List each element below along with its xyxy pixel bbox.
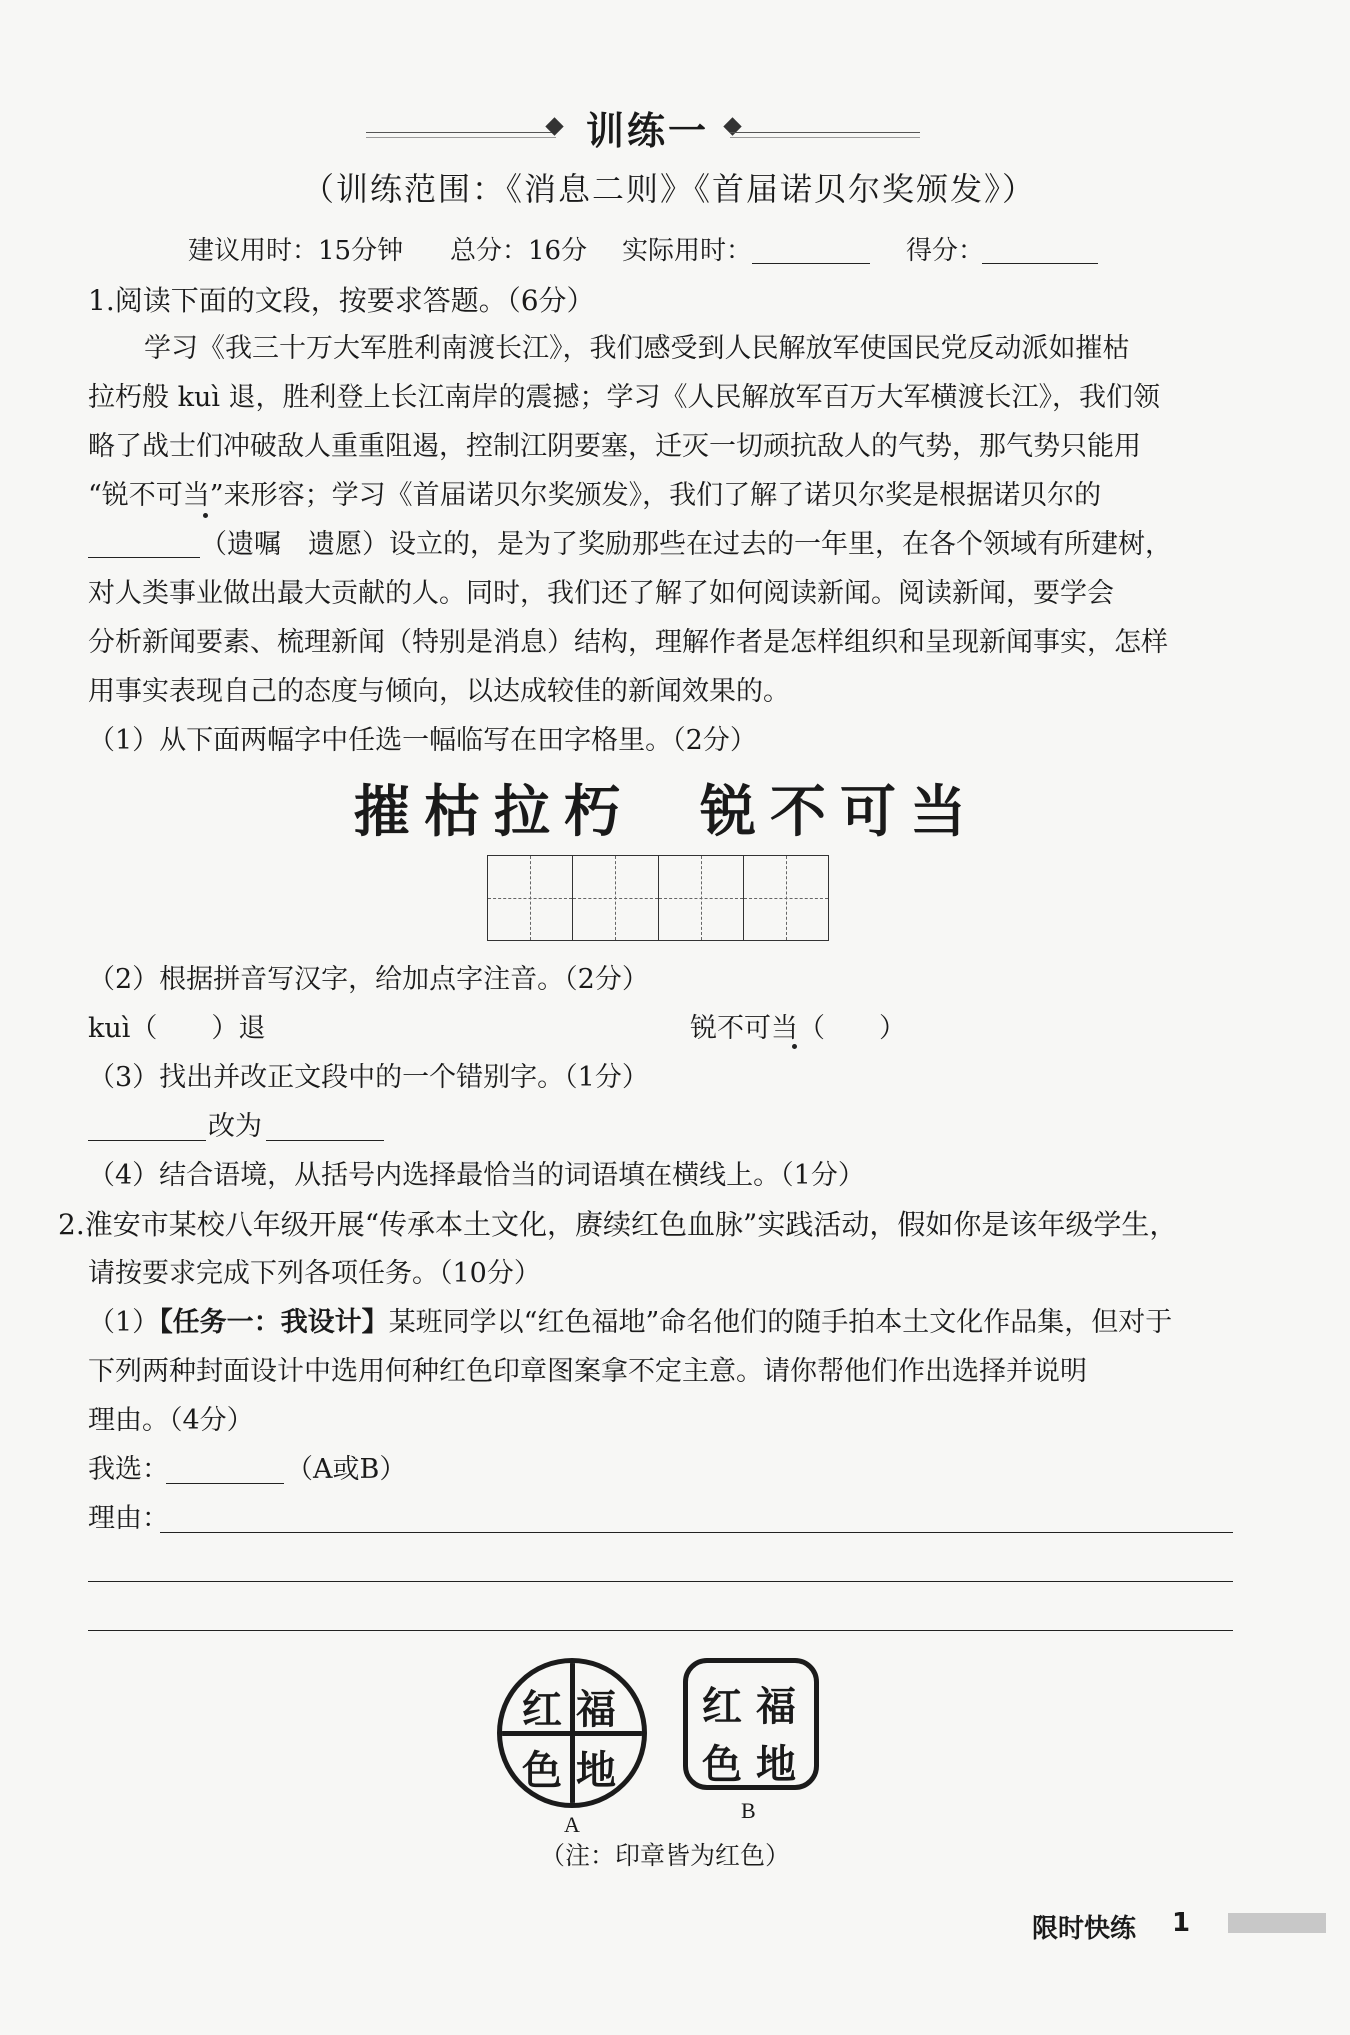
stamp-a-label: A	[564, 1812, 580, 1837]
q1-passage-line-5: （遗嘱 遗愿）设立的，是为了奖励那些在过去的一年里，在各个领域有所建树，	[200, 529, 1172, 560]
q1-passage-line-1: 学习《我三十万大军胜利南渡长江》，我们感受到人民解放军使国民党反动派如摧枯	[144, 333, 1130, 364]
stamp-b-label: B	[741, 1798, 756, 1823]
reason-line-3[interactable]	[88, 1630, 1233, 1631]
q1-heading: 1.阅读下面的文段，按要求答题。（6分）	[88, 284, 595, 317]
stamp-a-char: 福	[576, 1686, 616, 1733]
stamp-a-round	[497, 1658, 647, 1808]
reason-label: 理由：	[88, 1503, 169, 1534]
reason-line-2[interactable]	[88, 1581, 1233, 1582]
tianzige-cell[interactable]	[488, 856, 573, 940]
ruibukedang-item[interactable]: 锐不可当（ ）	[690, 1013, 906, 1044]
stamp-a-vline	[570, 1663, 575, 1803]
pinyin-kui-item[interactable]: kuì（ ）退	[88, 1013, 266, 1044]
task1-tag: 【任务一：我设计】	[159, 1307, 389, 1338]
title-rule-left-thin	[366, 137, 556, 138]
q1-sub3: （3）找出并改正文段中的一个错别字。（1分）	[88, 1062, 649, 1093]
choose-label: 我选：	[88, 1454, 169, 1485]
stamp-b-char: 色	[702, 1741, 742, 1788]
tianzige-cell[interactable]	[659, 856, 744, 940]
q1-passage-line-4: “锐不可当”来形容；学习《首届诺贝尔奖颁发》，我们了解了诺贝尔奖是根据诺贝尔的	[88, 480, 1102, 511]
q1-sub4: （4）结合语境，从括号内选择最恰当的词语填在横线上。（1分）	[88, 1160, 865, 1191]
title-rule-right-thin	[730, 137, 920, 138]
emphasis-dot-dang	[203, 513, 208, 518]
q2-heading-line1: 2.淮安市某校八年级开展“传承本土文化，赓续红色血脉”实践活动，假如你是该年级学生，	[58, 1208, 1178, 1241]
stamp-a-char: 地	[576, 1747, 616, 1794]
calligraphy-cuikulaxiu: 摧枯拉朽	[354, 779, 634, 845]
wrong-char-blank[interactable]	[88, 1140, 206, 1141]
choose-blank[interactable]	[166, 1483, 284, 1484]
q2-task1-line1	[88, 1298, 1233, 1347]
stamp-note: （注：印章皆为红色）	[540, 1841, 791, 1870]
q2-task1-line2: 下列两种封面设计中选用何种红色印章图案拿不定主意。请你帮他们作出选择并说明	[88, 1356, 1087, 1387]
q2-heading-line2: 请按要求完成下列各项任务。（10分）	[88, 1258, 541, 1289]
q1-passage-line-2: 拉朽般 kuì 退，胜利登上长江南岸的震撼；学习《人民解放军百万大军横渡长江》，我们领	[88, 382, 1161, 413]
score-label: 得分：	[906, 236, 985, 266]
task1-text: 某班同学以“红色福地”命名他们的随手拍本土文化作品集，但对于	[388, 1307, 1173, 1338]
stamp-b-char: 福	[756, 1683, 796, 1730]
actual-time-label: 实际用时：	[622, 236, 753, 266]
title-rule-right	[730, 132, 920, 133]
q1-passage-line-6: 对人类事业做出最大贡献的人。同时，我们还了解了如何阅读新闻。阅读新闻，要学会	[88, 578, 1114, 609]
title-rule-left	[366, 132, 556, 133]
stamp-b-char: 红	[702, 1683, 742, 1730]
page-title: 训练一	[586, 109, 710, 153]
change-to-label: 改为	[208, 1111, 262, 1142]
stamp-a-char: 色	[522, 1747, 562, 1794]
suggest-time: 建议用时：15分钟	[188, 236, 404, 266]
actual-time-blank[interactable]	[752, 263, 870, 264]
q1-passage-line-7: 分析新闻要素、梳理新闻（特别是消息）结构，理解作者是怎样组织和呈现新闻事实，怎样	[88, 627, 1168, 658]
tianzige-cell[interactable]	[744, 856, 828, 940]
tianzige-grid[interactable]	[487, 855, 829, 941]
choose-hint: （A或B）	[286, 1454, 407, 1485]
total-score: 总分：16分	[450, 236, 588, 266]
calligraphy-ruibukedang: 锐不可当	[700, 779, 980, 845]
q2-task1-line3: 理由。（4分）	[88, 1405, 254, 1436]
footer-bar	[1228, 1913, 1326, 1933]
footer-label: 限时快练	[1032, 1914, 1137, 1944]
q1-sub1: （1）从下面两幅字中任选一幅临写在田字格里。（2分）	[88, 725, 757, 756]
q1-sub2: （2）根据拼音写汉字，给加点字注音。（2分）	[88, 964, 649, 995]
q1-passage-line-3: 略了战士们冲破敌人重重阻遏，控制江阴要塞，迁灭一切顽抗敌人的气势，那气势只能用	[88, 431, 1141, 462]
stamp-b-char: 地	[756, 1741, 796, 1788]
page-number: 1	[1172, 1908, 1191, 1938]
q1-fill-blank[interactable]	[88, 557, 200, 558]
correct-char-blank[interactable]	[266, 1140, 384, 1141]
stamp-a-char: 红	[522, 1686, 562, 1733]
emphasis-dot-dang-2	[792, 1044, 797, 1049]
q1-passage-line-8: 用事实表现自己的态度与倾向，以达成较佳的新闻效果的。	[88, 676, 790, 707]
training-scope: （训练范围：《消息二则》《首届诺贝尔奖颁发》）	[302, 170, 1037, 208]
reason-line-1[interactable]	[160, 1532, 1233, 1533]
stamp-b-rounded-square	[683, 1658, 819, 1790]
tianzige-cell[interactable]	[573, 856, 658, 940]
score-blank[interactable]	[982, 263, 1098, 264]
task1-prefix: （1）	[88, 1307, 160, 1338]
